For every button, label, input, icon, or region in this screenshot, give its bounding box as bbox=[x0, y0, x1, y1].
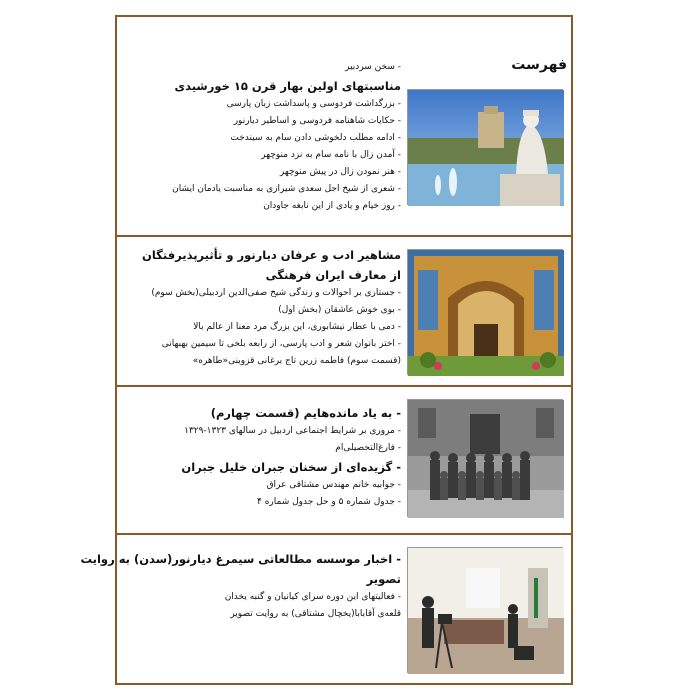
list-item: - گزیده‌ای از سخنان جبران خلیل جبران bbox=[181, 460, 401, 474]
toc-section-4 bbox=[80, 535, 571, 683]
list-item: - جوابیه خانم مهندس مشتاقی عراق bbox=[266, 480, 401, 490]
list-item: - ادامه مطلب دلخوشی دادن سام به سیندخت bbox=[230, 133, 401, 143]
list-item: مشاهیر ادب و عرفان دیارنور و تأثیرپذیرفتگان bbox=[142, 248, 401, 262]
table-of-contents-page bbox=[80, 15, 573, 685]
section-1-text bbox=[125, 59, 401, 215]
list-item: - اخبار موسسه مطالعاتی سیمرغ دیارنور(سدن) به روایت bbox=[80, 552, 401, 566]
ferdowsi-statue-image bbox=[407, 89, 563, 205]
list-item: - فعالیتهای این دوره سرای کیانیان و گنبه یخدان bbox=[224, 592, 401, 602]
list-item: - جستاری بر احوالات و زندگی شیخ صفی‌الدین اردبیلی(بخش سوم) bbox=[151, 288, 401, 298]
toc-title: فهرست bbox=[511, 57, 567, 73]
section-2-text bbox=[125, 245, 401, 370]
list-item: - فارغ‌التحصیلی‌ام bbox=[335, 443, 401, 453]
list-item: - هنر نمودن زال در پیش منوچهر bbox=[279, 167, 401, 177]
toc-section-2 bbox=[117, 237, 571, 387]
list-item: - به یاد مانده‌هایم (قسمت چهارم) bbox=[210, 406, 401, 420]
section-4-text bbox=[80, 549, 401, 623]
filming-room-image bbox=[407, 547, 563, 673]
list-item: - جدول شماره ۵ و حل جدول شماره ۴ bbox=[256, 497, 401, 507]
list-item: - سخن سردبیر bbox=[345, 62, 401, 72]
list-item: از معارف ایران فرهنگی bbox=[265, 268, 401, 282]
list-item: - اختر بانوان شعر و ادب پارسی، از رابعه بلخی تا سیمین بهبهانی bbox=[161, 339, 401, 349]
list-item: قلعه‌ی آقابابا(یخچال مشتاقی) به روایت تصویر bbox=[230, 609, 401, 619]
list-item: - آمدن زال با نامه سام به نزد منوچهر bbox=[261, 150, 401, 160]
toc-section-1 bbox=[117, 17, 571, 237]
list-item: - مروری بر شرایط اجتماعی اردبیل در سالهای ۱۳۲۳-۱۳۲۹ bbox=[184, 426, 401, 436]
mausoleum-portal-image bbox=[407, 249, 563, 375]
list-item: - شعری از شیخ اجل سعدی شیرازی به مناسبت یادمان ایشان bbox=[172, 184, 401, 194]
list-item: - روز خیام و یادی از این نابغه جاودان bbox=[263, 201, 401, 211]
list-item: - بوی خوش عاشقان (بخش اول) bbox=[278, 305, 401, 315]
list-item: - حکایات شاهنامه فردوسی و اساطیر دیارنور bbox=[233, 116, 401, 126]
list-item: (قسمت سوم) فاطمه زرین تاج برغانی قزوینی«طاهره» bbox=[192, 356, 401, 366]
section-3-text bbox=[125, 403, 401, 511]
list-item: - بزرگداشت فردوسی و پاسداشت زبان پارسی bbox=[226, 99, 401, 109]
list-item: - دمی با عطار نیشابوری، این بزرگ مرد معنا از عالم بالا bbox=[193, 322, 401, 332]
list-item: مناسبتهای اولین بهار قرن ۱۵ خورشیدی bbox=[174, 79, 401, 93]
list-item: تصویر bbox=[366, 572, 401, 586]
group-photo-image bbox=[407, 399, 563, 517]
toc-section-3 bbox=[117, 387, 571, 535]
